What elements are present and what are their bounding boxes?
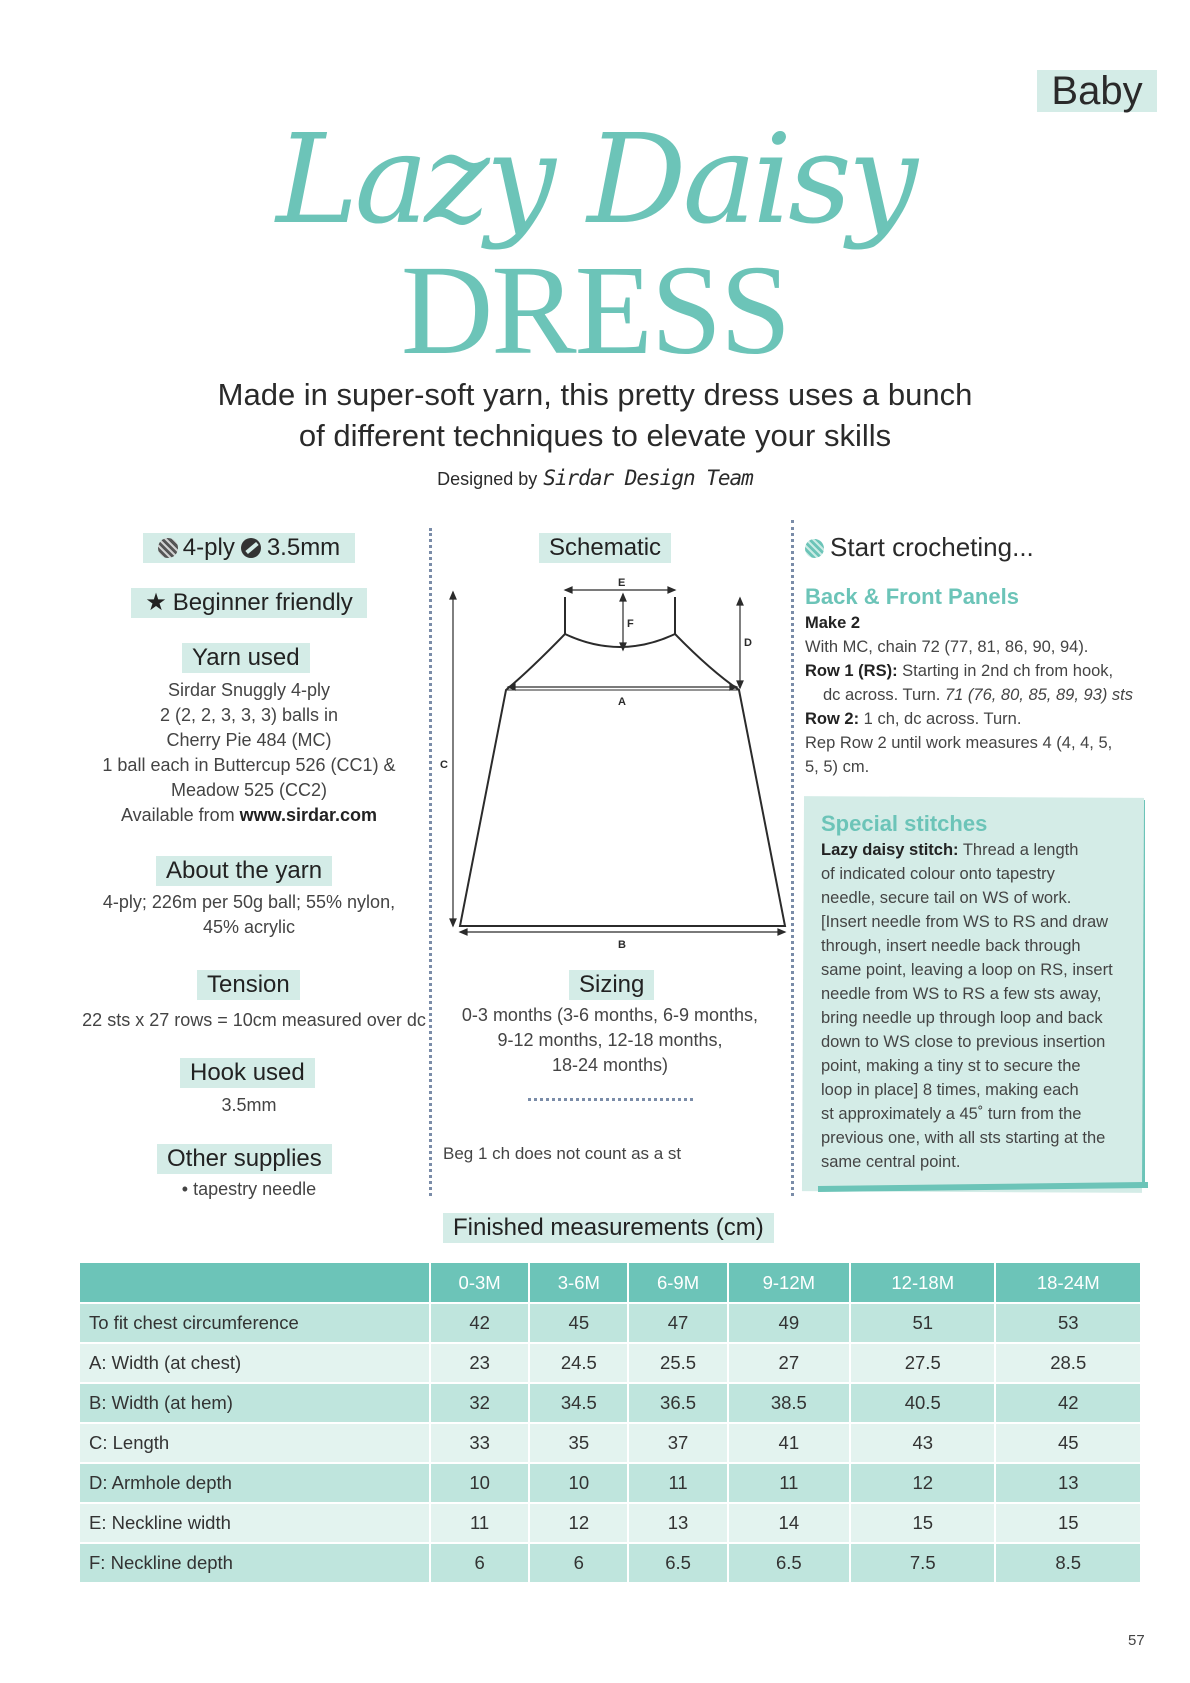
table-cell: 43 <box>850 1423 995 1463</box>
row-label: C: Length <box>80 1423 430 1463</box>
yarn-line-5: Meadow 525 (CC2) <box>170 780 328 800</box>
dress-schematic <box>440 570 790 950</box>
other-supplies-heading: Other supplies <box>157 1144 332 1174</box>
star-icon: ★ <box>145 589 167 616</box>
tension-heading: Tension <box>197 970 300 1000</box>
panels-heading: Back & Front Panels <box>805 584 1019 609</box>
table-cell: 11 <box>728 1463 850 1503</box>
label-d: D <box>744 637 752 649</box>
start-crocheting-text: Start crocheting... <box>830 532 1034 562</box>
table-cell: 15 <box>850 1503 995 1543</box>
title-script: Lazy Daisy <box>276 108 914 252</box>
designer-prefix: Designed by <box>437 469 538 489</box>
designer-name: Sirdar Design Team <box>543 466 753 490</box>
special-line-11: st approximately a 45˚ turn from the <box>821 1105 1082 1123</box>
column-divider-left <box>429 528 432 1196</box>
table-cell: 11 <box>430 1503 529 1543</box>
table-row <box>80 1463 1141 1503</box>
special-line-0: Lazy daisy stitch: Thread a length <box>821 841 1079 859</box>
yarn-used-text <box>74 678 424 828</box>
special-line-9: point, making a tiny st to secure the <box>821 1057 1081 1075</box>
special-stitches-heading: Special stitches <box>821 811 988 836</box>
label-f: F <box>627 618 634 630</box>
level-pill <box>131 588 367 618</box>
row-label: D: Armhole depth <box>80 1463 430 1503</box>
yarn-line-4: 1 ball each in Buttercup 526 (CC1) & <box>102 755 396 775</box>
table-cell: 6 <box>529 1543 628 1583</box>
table-cell: 15 <box>995 1503 1141 1543</box>
table-cell: 6 <box>430 1543 529 1583</box>
special-line-1: of indicated colour onto tapestry <box>821 865 1055 883</box>
row-label: B: Width (at hem) <box>80 1383 430 1423</box>
table-body <box>80 1303 1141 1583</box>
table-cell: 47 <box>628 1303 727 1343</box>
yarn-ball-icon <box>805 539 824 558</box>
table-cell: 27 <box>728 1343 850 1383</box>
table-row <box>80 1303 1141 1343</box>
table-row <box>80 1383 1141 1423</box>
table-cell: 42 <box>995 1383 1141 1423</box>
yarn-line-2: 2 (2, 2, 3, 3, 3) balls in <box>159 705 339 725</box>
hook-used-heading: Hook used <box>180 1058 315 1088</box>
table-row <box>80 1423 1141 1463</box>
sizing-text <box>435 1003 785 1078</box>
table-cell: 8.5 <box>995 1543 1141 1583</box>
start-crocheting-heading <box>805 532 1034 563</box>
table-cell: 23 <box>430 1343 529 1383</box>
table-cell: 11 <box>628 1463 727 1503</box>
table-cell: 36.5 <box>628 1383 727 1423</box>
page-number: 57 <box>1128 1632 1145 1649</box>
special-line-3: [Insert needle from WS to RS and draw <box>821 913 1109 931</box>
title-main: DRESS <box>400 239 790 381</box>
label-e: E <box>618 577 626 589</box>
table-cell: 6.5 <box>628 1543 727 1583</box>
table-header-cell: 9-12M <box>728 1263 850 1303</box>
special-line-7: bring needle up through loop and back <box>821 1009 1103 1027</box>
specs-hook: 3.5mm <box>266 534 341 561</box>
table-cell: 38.5 <box>728 1383 850 1423</box>
table-cell: 34.5 <box>529 1383 628 1423</box>
table-cell: 33 <box>430 1423 529 1463</box>
yarn-line-1: Sirdar Snuggly 4-ply <box>167 680 331 700</box>
about-line-1: 4-ply; 226m per 50g ball; 55% nylon, <box>102 892 396 912</box>
sizing-line-1: 0-3 months (3-6 months, 6-9 months, <box>461 1005 759 1025</box>
panels-rep-2: 5, 5) cm. <box>805 758 870 776</box>
specs-weight: 4-ply <box>182 534 235 561</box>
panels-rep-1: Rep Row 2 until work measures 4 (4, 4, 5, <box>805 734 1113 752</box>
subtitle-line-2: of different techniques to elevate your skills <box>298 418 892 453</box>
yarn-ball-icon <box>158 538 178 558</box>
table-row <box>80 1543 1141 1583</box>
sizing-line-3: 18-24 months) <box>551 1055 669 1075</box>
table-cell: 51 <box>850 1303 995 1343</box>
table-cell: 45 <box>995 1423 1141 1463</box>
special-stitches-text <box>821 838 1141 1174</box>
table-cell: 49 <box>728 1303 850 1343</box>
table-header-cell <box>80 1263 430 1303</box>
table-cell: 42 <box>430 1303 529 1343</box>
label-a: A <box>618 696 626 708</box>
table-header-cell: 3-6M <box>529 1263 628 1303</box>
hook-icon <box>241 538 261 558</box>
tension-text: 22 sts x 27 rows = 10cm measured over dc <box>82 1010 426 1030</box>
table-cell: 53 <box>995 1303 1141 1343</box>
special-line-6: needle from WS to RS a few sts away, <box>821 985 1102 1003</box>
panels-line-1: With MC, chain 72 (77, 81, 86, 90, 94). <box>805 638 1089 656</box>
level-label: Beginner friendly <box>172 589 353 616</box>
designer-credit <box>0 466 1190 490</box>
table-header-cell: 6-9M <box>628 1263 727 1303</box>
table-cell: 35 <box>529 1423 628 1463</box>
table-cell: 12 <box>850 1463 995 1503</box>
panels-make: Make 2 <box>805 614 861 632</box>
special-line-5: same point, leaving a loop on RS, insert <box>821 961 1113 979</box>
table-header-cell: 0-3M <box>430 1263 529 1303</box>
subtitle-line-1: Made in super-soft yarn, this pretty dress uses a bunch <box>217 377 973 412</box>
special-line-13: same central point. <box>821 1153 961 1171</box>
hook-used-text: 3.5mm <box>221 1095 277 1115</box>
table-cell: 32 <box>430 1383 529 1423</box>
table-cell: 6.5 <box>728 1543 850 1583</box>
panels-row-2: Row 2: 1 ch, dc across. Turn. <box>805 710 1022 728</box>
row-label: To fit chest circumference <box>80 1303 430 1343</box>
table-cell: 10 <box>529 1463 628 1503</box>
schematic-heading: Schematic <box>539 533 671 563</box>
yarn-used-heading: Yarn used <box>182 643 310 673</box>
measurements-table <box>80 1263 1142 1584</box>
table-cell: 7.5 <box>850 1543 995 1583</box>
special-line-4: through, insert needle back through <box>821 937 1081 955</box>
special-line-10: loop in place] 8 times, making each <box>821 1081 1079 1099</box>
sizing-line-2: 9-12 months, 12-18 months, <box>497 1030 723 1050</box>
table-cell: 25.5 <box>628 1343 727 1383</box>
sizing-heading: Sizing <box>569 970 654 1000</box>
table-header-cell: 12-18M <box>850 1263 995 1303</box>
panels-row-1: Row 1 (RS): Starting in 2nd ch from hook, <box>805 662 1114 680</box>
table-cell: 14 <box>728 1503 850 1543</box>
row-label: F: Neckline depth <box>80 1543 430 1583</box>
column-divider-right <box>791 520 794 1196</box>
table-cell: 13 <box>995 1463 1141 1503</box>
special-line-8: down to WS close to previous insertion <box>821 1033 1106 1051</box>
yarn-availability <box>74 803 424 828</box>
measurements-heading: Finished measurements (cm) <box>443 1213 774 1243</box>
yarn-availability-link[interactable]: www.sirdar.com <box>239 805 378 825</box>
specs-pill <box>143 533 355 563</box>
panels-row-1-cont: dc across. Turn. 71 (76, 80, 85, 89, 93) sts <box>823 686 1134 704</box>
table-cell: 45 <box>529 1303 628 1343</box>
table-cell: 13 <box>628 1503 727 1543</box>
table-cell: 37 <box>628 1423 727 1463</box>
subtitle <box>0 374 1190 456</box>
panels-instructions <box>805 611 1145 779</box>
table-cell: 12 <box>529 1503 628 1543</box>
table-cell: 28.5 <box>995 1343 1141 1383</box>
about-yarn-text <box>74 890 424 940</box>
special-line-2: needle, secure tail on WS of work. <box>821 889 1072 907</box>
label-b: B <box>618 939 626 950</box>
table-cell: 24.5 <box>529 1343 628 1383</box>
yarn-line-3: Cherry Pie 484 (MC) <box>166 730 332 750</box>
row-label: A: Width (at chest) <box>80 1343 430 1383</box>
special-line-12: previous one, with all sts starting at the <box>821 1129 1106 1147</box>
table-cell: 41 <box>728 1423 850 1463</box>
table-header-cell: 18-24M <box>995 1263 1141 1303</box>
about-line-2: 45% acrylic <box>202 917 296 937</box>
pattern-note: Beg 1 ch does not count as a st <box>443 1144 682 1163</box>
about-yarn-heading: About the yarn <box>156 856 332 886</box>
label-c: C <box>440 759 448 771</box>
row-label: E: Neckline width <box>80 1503 430 1543</box>
table-cell: 27.5 <box>850 1343 995 1383</box>
table-row <box>80 1343 1141 1383</box>
table-header-row <box>80 1263 1141 1303</box>
table-row <box>80 1503 1141 1543</box>
other-supplies-text: • tapestry needle <box>181 1179 317 1199</box>
section-tag: Baby <box>1037 70 1157 112</box>
table-cell: 40.5 <box>850 1383 995 1423</box>
table-cell: 10 <box>430 1463 529 1503</box>
sizing-dotted-rule <box>528 1098 693 1101</box>
yarn-availability-prefix: Available from <box>120 805 240 825</box>
